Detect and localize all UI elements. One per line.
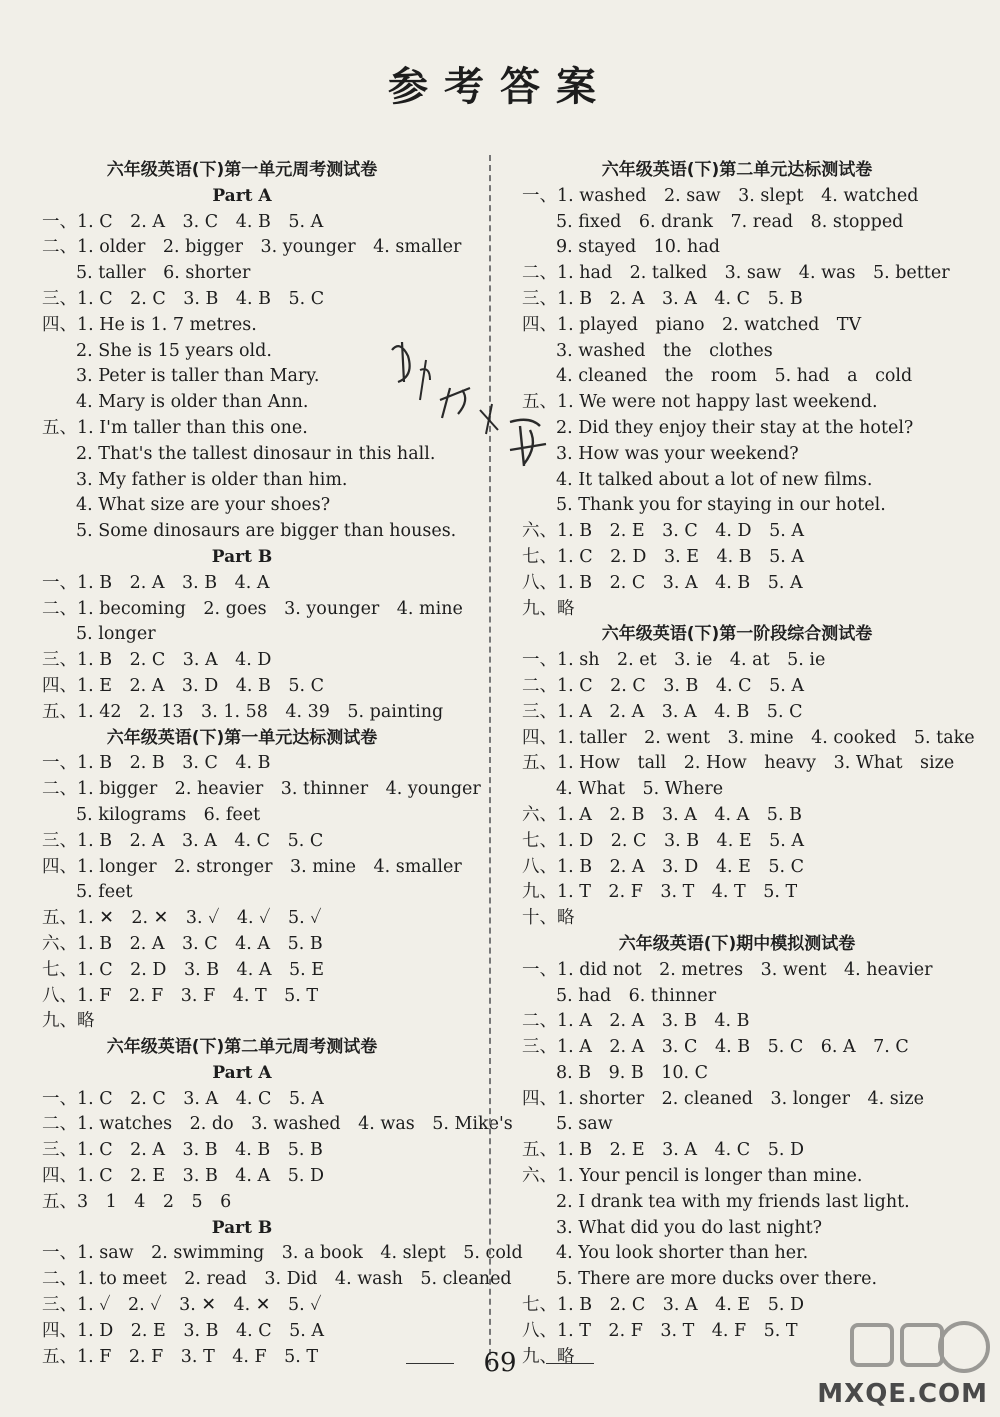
watermark-url: MXQE.COM [817, 1379, 988, 1409]
answer-line: 一、1. did not 2. metres 3. went 4. heavier [522, 959, 933, 980]
answer-line: 九、略 [522, 598, 575, 619]
answer-line: 四、1. shorter 2. cleaned 3. longer 4. size [522, 1088, 924, 1109]
answer-line: 5. saw [556, 1114, 613, 1135]
answer-line: 二、1. A 2. A 3. B 4. B [522, 1011, 750, 1032]
part-title: Part A [212, 185, 272, 206]
answer-line: 9. stayed 10. had [556, 237, 720, 258]
answer-line: 5. longer [76, 624, 156, 645]
answer-line: 4. Mary is older than Ann. [76, 392, 309, 413]
answer-line: 5. taller 6. shorter [76, 263, 251, 284]
answer-line: 三、1. B 2. A 3. A 4. C 5. C [42, 830, 324, 851]
answer-line: 四、1. played piano 2. watched TV [522, 314, 862, 335]
answer-line: 四、1. taller 2. went 3. mine 4. cooked 5. take [522, 727, 975, 748]
answer-line: 五、1. How tall 2. How heavy 3. What size [522, 753, 955, 774]
answer-line: 5. fixed 6. drank 7. read 8. stopped [556, 211, 904, 232]
page-number: 69 [483, 1348, 517, 1378]
answer-line: 3. washed the clothes [556, 340, 773, 361]
answer-line: 二、1. to meet 2. read 3. Did 4. wash 5. cleaned [42, 1269, 512, 1290]
answer-line: 六、1. B 2. A 3. C 4. A 5. B [42, 933, 323, 954]
answer-line: 四、1. E 2. A 3. D 4. B 5. C [42, 675, 324, 696]
answer-line: 一、1. saw 2. swimming 3. a book 4. slept 5. cold [42, 1243, 523, 1264]
answer-line: 3. How was your weekend? [556, 443, 799, 464]
answer-line: 5. There are more ducks over there. [556, 1269, 878, 1290]
answer-line: 二、1. had 2. talked 3. saw 4. was 5. better [522, 263, 950, 284]
answer-line: 四、1. C 2. E 3. B 4. A 5. D [42, 1166, 324, 1187]
answer-line: 二、1. C 2. C 3. B 4. C 5. A [522, 675, 804, 696]
answer-line: 五、1. ✕ 2. ✕ 3. ✓ 4. ✓ 5. ✓ [42, 908, 322, 929]
answer-line: 七、1. B 2. C 3. A 4. E 5. D [522, 1295, 804, 1316]
answer-line: 五、1. We were not happy last weekend. [522, 392, 878, 413]
section-title: 六年级英语(下)第一单元周考测试卷 [106, 160, 378, 180]
answer-line: 八、1. T 2. F 3. T 4. F 5. T [522, 1320, 798, 1341]
page-number-dash-right [546, 1363, 594, 1364]
answer-line: 5. Some dinosaurs are bigger than houses. [76, 521, 457, 542]
answer-line: 4. You look shorter than her. [556, 1243, 809, 1264]
answer-line: 4. It talked about a lot of new films. [556, 469, 873, 490]
part-title: Part B [211, 1217, 273, 1238]
answer-line: 六、1. Your pencil is longer than mine. [522, 1166, 863, 1187]
answer-line: 六、1. B 2. E 3. C 4. D 5. A [522, 521, 804, 542]
page-title: 参考答案 [388, 64, 612, 110]
handwritten-scribble [380, 330, 580, 510]
answer-line: 二、1. bigger 2. heavier 3. thinner 4. younger [42, 779, 481, 800]
answer-line: 三、1. ✓ 2. ✓ 3. ✕ 4. ✕ 5. ✓ [42, 1295, 322, 1316]
answer-line: 一、1. C 2. A 3. C 4. B 5. A [42, 211, 324, 232]
section-title: 六年级英语(下)第二单元达标测试卷 [601, 160, 873, 180]
answer-line: 三、1. A 2. A 3. C 4. B 5. C 6. A 7. C [522, 1037, 909, 1058]
answer-line: 5. had 6. thinner [556, 985, 717, 1006]
answer-line: 2. That's the tallest dinosaur in this hall. [76, 443, 436, 464]
answer-line: 3. Peter is taller than Mary. [76, 366, 320, 387]
answer-line: 一、1. B 2. B 3. C 4. B [42, 753, 271, 774]
answer-line: 八、1. B 2. A 3. D 4. E 5. C [522, 856, 804, 877]
answer-line: 五、1. B 2. E 3. A 4. C 5. D [522, 1140, 804, 1161]
answer-line: 三、1. A 2. A 3. A 4. B 5. C [522, 701, 803, 722]
answer-line: 8. B 9. B 10. C [556, 1062, 709, 1083]
answer-line: 二、1. watches 2. do 3. washed 4. was 5. Mike's [42, 1114, 513, 1135]
answer-line: 4. What size are your shoes? [76, 495, 331, 516]
answer-line: 5. kilograms 6. feet [76, 804, 261, 825]
answer-line: 五、1. I'm taller than this one. [42, 417, 308, 438]
section-title: 六年级英语(下)第一阶段综合测试卷 [601, 624, 873, 645]
answer-line: 九、1. T 2. F 3. T 4. T 5. T [522, 882, 798, 903]
answer-line: 七、1. C 2. D 3. E 4. B 5. A [522, 546, 804, 567]
answer-line: 三、1. B 2. A 3. A 4. C 5. B [522, 288, 803, 309]
answer-line: 六、1. A 2. B 3. A 4. A 5. B [522, 804, 802, 825]
section-title: 六年级英语(下)第一单元达标测试卷 [106, 727, 378, 748]
answer-line: 九、略 [42, 1011, 95, 1032]
answer-line: 五、1. F 2. F 3. T 4. F 5. T [42, 1346, 319, 1367]
answer-line: 九、略 [522, 1346, 575, 1367]
answer-line: 五、3 1 4 2 5 6 [42, 1191, 232, 1212]
answer-line: 5. Thank you for staying in our hotel. [556, 495, 886, 516]
answer-line: 七、1. C 2. D 3. B 4. A 5. E [42, 959, 324, 980]
answer-line: 四、1. longer 2. stronger 3. mine 4. smaller [42, 856, 462, 877]
answer-line: 4. cleaned the room 5. had a cold [556, 366, 913, 387]
answer-line: 二、1. older 2. bigger 3. younger 4. smaller [42, 237, 462, 258]
answer-line: 四、1. D 2. E 3. B 4. C 5. A [42, 1320, 324, 1341]
answer-line: 2. Did they enjoy their stay at the hotel? [556, 417, 914, 438]
answer-line: 三、1. C 2. A 3. B 4. B 5. B [42, 1140, 323, 1161]
answer-line: 一、1. washed 2. saw 3. slept 4. watched [522, 185, 919, 206]
answer-line: 3. What did you do last night? [556, 1217, 823, 1238]
part-title: Part A [212, 1062, 272, 1083]
answer-line: 一、1. C 2. C 3. A 4. C 5. A [42, 1088, 324, 1109]
answer-line: 一、1. sh 2. et 3. ie 4. at 5. ie [522, 650, 826, 671]
answer-line: 七、1. D 2. C 3. B 4. E 5. A [522, 830, 804, 851]
answer-line: 二、1. becoming 2. goes 3. younger 4. mine [42, 598, 463, 619]
answer-line: 十、略 [522, 908, 575, 929]
section-title: 六年级英语(下)第二单元周考测试卷 [106, 1037, 378, 1058]
answer-line: 4. What 5. Where [556, 779, 724, 800]
answer-line: 四、1. He is 1. 7 metres. [42, 314, 257, 335]
answer-line: 2. She is 15 years old. [76, 340, 272, 361]
answer-line: 八、1. B 2. C 3. A 4. B 5. A [522, 572, 803, 593]
answer-line: 三、1. B 2. C 3. A 4. D [42, 650, 272, 671]
right-answer-column [522, 158, 975, 1370]
part-title: Part B [211, 546, 273, 567]
answer-line: 3. My father is older than him. [76, 469, 348, 490]
answer-line: 五、1. 42 2. 13 3. 1. 58 4. 39 5. painting [42, 701, 444, 722]
section-title: 六年级英语(下)期中模拟测试卷 [618, 933, 856, 954]
answer-line: 2. I drank tea with my friends last light. [556, 1191, 910, 1212]
answer-line: 5. feet [76, 882, 133, 903]
answer-line: 八、1. F 2. F 3. F 4. T 5. T [42, 985, 319, 1006]
answer-line: 三、1. C 2. C 3. B 4. B 5. C [42, 288, 325, 309]
answer-line: 一、1. B 2. A 3. B 4. A [42, 572, 270, 593]
